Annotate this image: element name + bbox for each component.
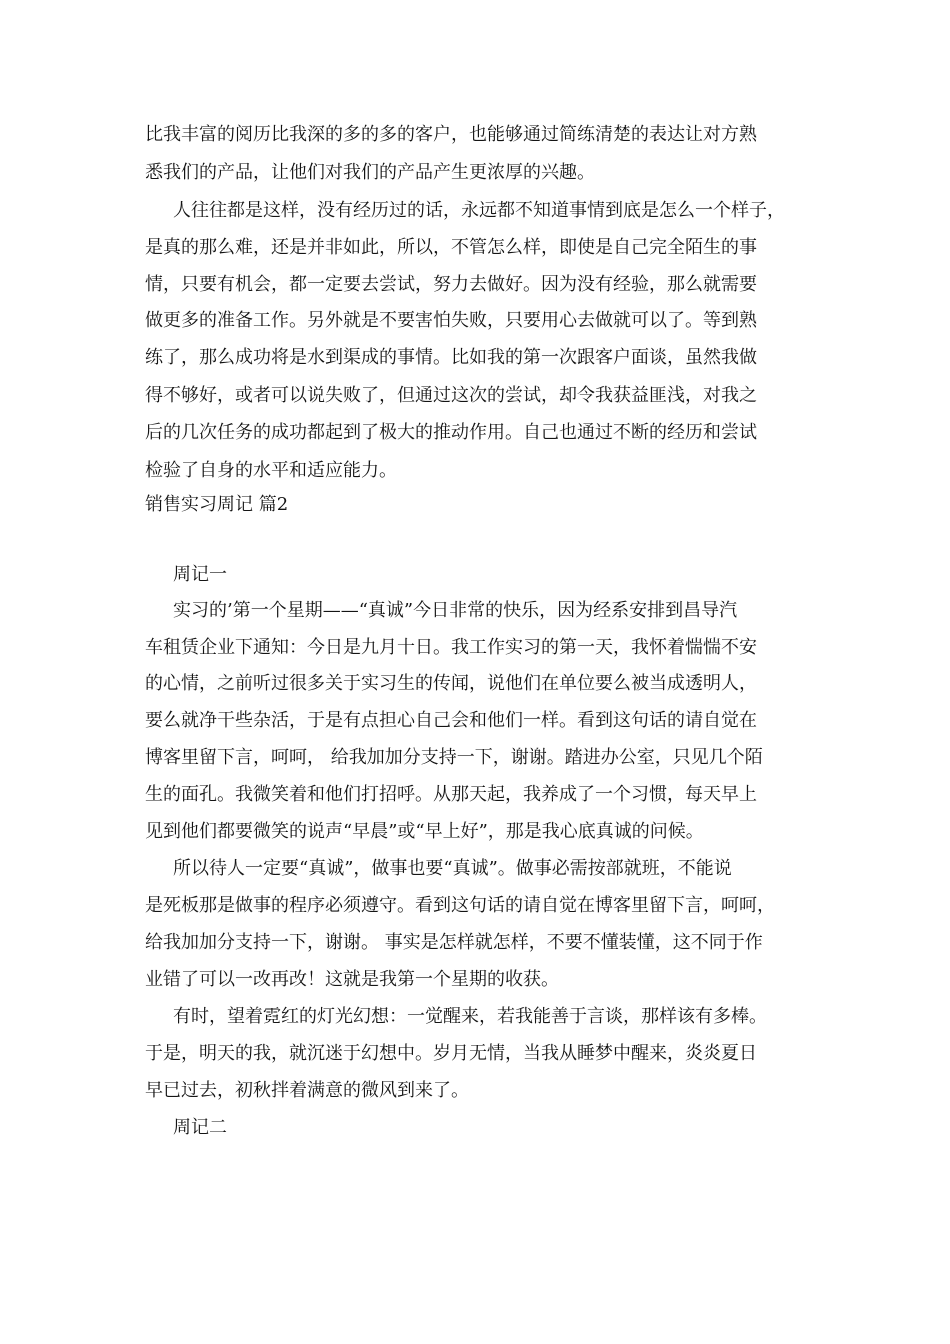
text-line: 练了，那么成功将是水到渠成的事情。比如我的第一次跟客户面谈，虽然我做 [145, 347, 757, 368]
text-line: 见到他们都要微笑的说声“早晨”或“早上好”，那是我心底真诚的问候。 [145, 821, 704, 842]
section-title: 销售实习周记 篇2 [145, 494, 289, 515]
text-line: 情，只要有机会，都一定要去尝试，努力去做好。因为没有经验，那么就需要 [145, 274, 757, 295]
text-line: 博客里留下言，呵呵， 给我加加分支持一下，谢谢。踏进办公室，只见几个陌 [145, 747, 763, 768]
week-title: 周记二 [173, 1117, 227, 1138]
text-line: 是真的那么难，还是并非如此，所以，不管怎么样，即使是自己完全陌生的事 [145, 237, 757, 258]
text-line: 悉我们的产品，让他们对我们的产品产生更浓厚的兴趣。 [145, 162, 595, 183]
text-line: 得不够好，或者可以说失败了，但通过这次的尝试，却令我获益匪浅，对我之 [145, 385, 757, 406]
text-line: 是死板那是做事的程序必须遵守。看到这句话的请自觉在博客里留下言，呵呵， [145, 895, 775, 916]
text-line: 做更多的准备工作。另外就是不要害怕失败，只要用心去做就可以了。等到熟 [145, 310, 757, 331]
text-line: 于是，明天的我，就沉迷于幻想中。岁月无情，当我从睡梦中醒来，炎炎夏日 [145, 1043, 757, 1064]
text-line: 人往往都是这样，没有经历过的话，永远都不知道事情到底是怎么一个样子， [173, 200, 785, 221]
text-line: 要么就净干些杂活，于是有点担心自己会和他们一样。看到这句话的请自觉在 [145, 710, 757, 731]
text-line: 比我丰富的阅历比我深的多的多的客户，也能够通过简练清楚的表达让对方熟 [145, 124, 757, 145]
text-line: 生的面孔。我微笑着和他们打招呼。从那天起，我养成了一个习惯，每天早上 [145, 784, 757, 805]
text-line: 车租赁企业下通知：今日是九月十日。我工作实习的第一天，我怀着惴惴不安 [145, 637, 757, 658]
text-line: 实习的’第一个星期——“真诚”今日非常的快乐，因为经系安排到昌导汽 [173, 600, 738, 621]
week-title: 周记一 [173, 564, 227, 585]
text-line: 所以待人一定要“真诚”，做事也要“真诚”。做事必需按部就班，不能说 [173, 858, 732, 879]
text-line: 业错了可以一改再改！这就是我第一个星期的收获。 [145, 969, 559, 990]
text-line: 有时，望着霓红的灯光幻想：一觉醒来，若我能善于言谈，那样该有多棒。 [173, 1006, 767, 1027]
text-line: 给我加加分支持一下，谢谢。 事实是怎样就怎样，不要不懂装懂，这不同于作 [145, 932, 763, 953]
text-line: 检验了自身的水平和适应能力。 [145, 460, 397, 481]
text-line: 后的几次任务的成功都起到了极大的推动作用。自己也通过不断的经历和尝试 [145, 422, 757, 443]
text-line: 早已过去，初秋拌着满意的微风到来了。 [145, 1080, 469, 1101]
text-line: 的心情，之前听过很多关于实习生的传闻，说他们在单位要么被当成透明人， [145, 673, 757, 694]
